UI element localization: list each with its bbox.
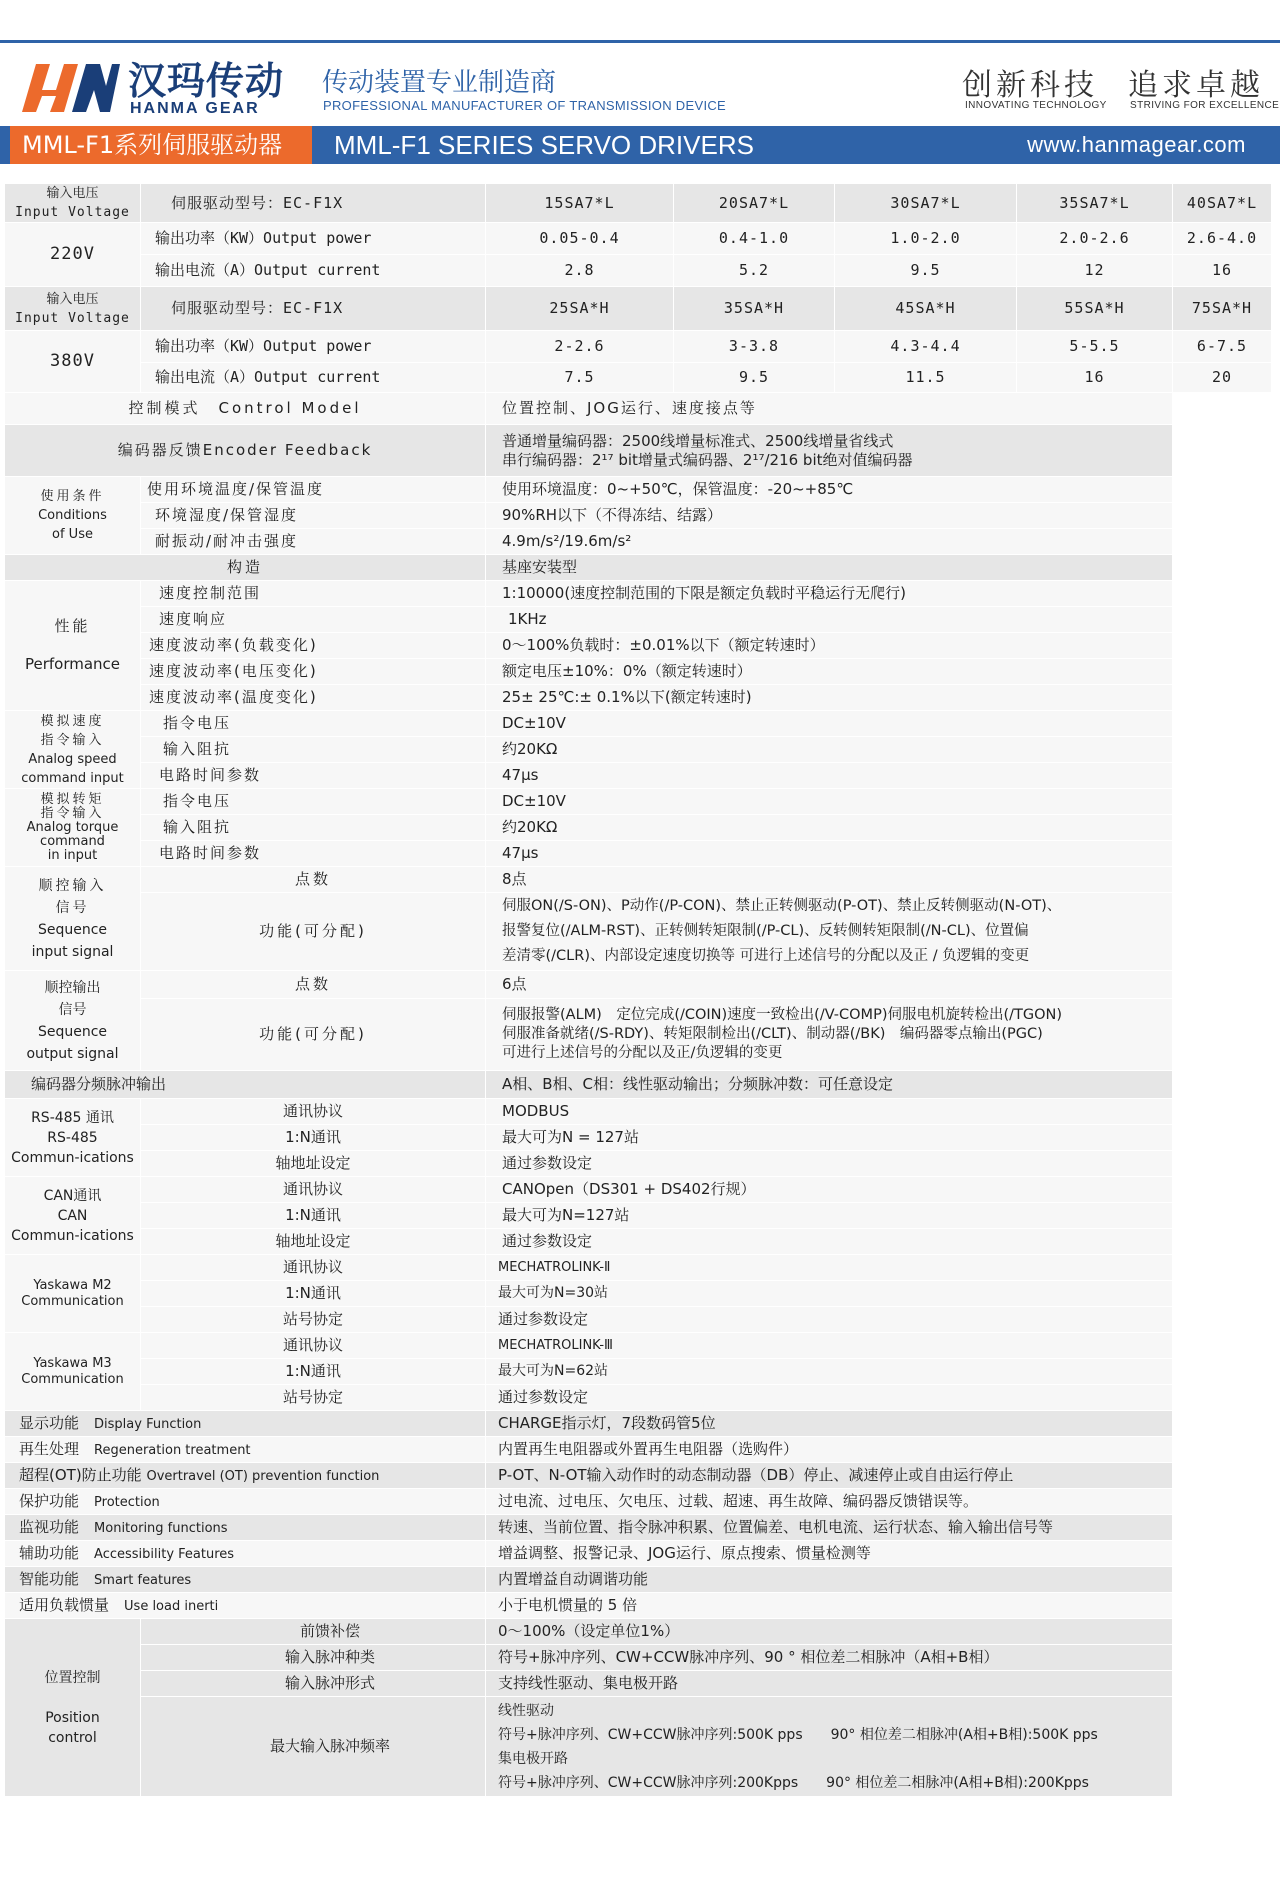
table-row: [5, 1125, 1272, 1151]
m3-value: MECHATROLINK-Ⅲ: [486, 1333, 1173, 1359]
table-row: [5, 1593, 1272, 1619]
condition-value: 4.9m/s²/19.6m/s²: [486, 529, 1173, 555]
seq-output-func: 伺服报警(ALM) 定位完成(/COIN)速度一致检出(/V-COMP)伺服电机旋转检出(/TGON) 伺服准备就绪(/S-RDY)、转矩限制检出(/CLT)、制动器(/BK) 编码器零点输出(PGC) 可进行上述信号的分配以及正/负逻辑的变更: [486, 999, 1173, 1071]
table-row: [5, 223, 1272, 255]
current-cell: 9.5: [674, 363, 835, 393]
condition-label: 耐振动/耐冲击强度: [141, 529, 486, 555]
table-row: [5, 529, 1272, 555]
position-label: 输入脉冲种类: [141, 1645, 486, 1671]
performance-label: 速度响应: [141, 607, 486, 633]
current-cell: 2.8: [486, 255, 674, 287]
conditions-group: 使用条件 Conditions of Use: [5, 477, 141, 555]
m2-label: 站号协定: [141, 1307, 486, 1333]
function-value: 内置再生电阻器或外置再生电阻器（选购件）: [486, 1437, 1173, 1463]
condition-label: 环境湿度/保管湿度: [141, 503, 486, 529]
table-row: [5, 841, 1272, 867]
encoder-value: 普通增量编码器：2500线增量标准式、2500线增量省线式 串行编码器：2¹⁷ bit增量式编码器、2¹⁷/216 bit绝对值编码器: [486, 425, 1173, 477]
table-row: [5, 1281, 1272, 1307]
position-value: 0～100%（设定单位1%）: [486, 1619, 1173, 1645]
model-cell: 30SA7*L: [835, 184, 1017, 223]
current-cell: 9.5: [835, 255, 1017, 287]
input-voltage-label: 输入电压 Input Voltage: [5, 287, 141, 331]
table-row: [5, 555, 1272, 581]
analog-speed-label: 输入阻抗: [141, 737, 486, 763]
power-cell: 2-2.6: [486, 331, 674, 363]
can-label: 1:N通讯: [141, 1203, 486, 1229]
top-accent-line: [0, 40, 1280, 43]
model-cell: 15SA7*L: [486, 184, 674, 223]
table-row: [5, 737, 1272, 763]
position-label: 前馈补偿: [141, 1619, 486, 1645]
performance-label: 速度波动率(负载变化): [141, 633, 486, 659]
rs485-label: 通讯协议: [141, 1099, 486, 1125]
analog-torque-group: 模拟转矩 指令输入 Analog torque command in input: [5, 789, 141, 867]
performance-group: 性能 Performance: [5, 581, 141, 711]
rs485-label: 1:N通讯: [141, 1125, 486, 1151]
function-label: 智能功能 Smart features: [5, 1567, 486, 1593]
power-cell: 1.0-2.0: [835, 223, 1017, 255]
performance-label: 速度控制范围: [141, 581, 486, 607]
function-label: 超程(OT)防止功能 Overtravel (OT) prevention function: [5, 1463, 486, 1489]
slogan-innovation-en: INNOVATING TECHNOLOGY: [965, 100, 1107, 111]
can-value: 通过参数设定: [486, 1229, 1173, 1255]
seq-output-count: 6点: [486, 971, 1173, 999]
seq-input-func: 伺服ON(/S-ON)、P动作(/P-CON)、禁止正转侧驱动(P-OT)、禁止反转侧驱动(N-OT)、 报警复位(/ALM-RST)、正转侧转矩限制(/P-CL)、反转侧转矩限制(/N-CL)、位置偏 差清零(/CLR)、内部设定速度切换等 可进行上述信号的分配以及正 / 负逻辑的变更: [486, 893, 1173, 971]
function-value: 过电流、过电压、欠电压、过载、超速、再生故障、编码器反馈错误等。: [486, 1489, 1173, 1515]
table-row: [5, 971, 1272, 999]
analog-torque-value: 47μs: [486, 841, 1173, 867]
model-cell: 40SA7*L: [1173, 184, 1272, 223]
power-cell: 2.6-4.0: [1173, 223, 1272, 255]
table-row: [5, 1645, 1272, 1671]
power-cell: 6-7.5: [1173, 331, 1272, 363]
analog-torque-value: 约20KΩ: [486, 815, 1173, 841]
page-header: [0, 46, 1280, 126]
current-cell: 20: [1173, 363, 1272, 393]
table-row: [5, 633, 1272, 659]
analog-speed-value: 47μs: [486, 763, 1173, 789]
seq-output-count-label: 点数: [141, 971, 486, 999]
power-label: 输出功率（KW）Output power: [141, 331, 486, 363]
condition-value: 使用环境温度：0~+50℃，保管温度：-20~+85℃: [486, 477, 1173, 503]
structure-label: 构造: [5, 555, 486, 581]
table-row: [5, 763, 1272, 789]
position-value: 符号+脉冲序列、CW+CCW脉冲序列、90 ° 相位差二相脉冲（A相+B相）: [486, 1645, 1173, 1671]
table-row: [5, 1541, 1272, 1567]
can-value: 最大可为N=127站: [486, 1203, 1173, 1229]
m3-label: 站号协定: [141, 1385, 486, 1411]
power-label: 输出功率（KW）Output power: [141, 223, 486, 255]
can-label: 通讯协议: [141, 1177, 486, 1203]
slogan-excellence-en: STRIVING FOR EXCELLENCE: [1130, 100, 1280, 111]
table-row: [5, 1359, 1272, 1385]
table-row: [5, 581, 1272, 607]
current-cell: 7.5: [486, 363, 674, 393]
analog-speed-label: 指令电压: [141, 711, 486, 737]
performance-value: 1:10000(速度控制范围的下限是额定负载时平稳运行无爬行): [486, 581, 1173, 607]
can-label: 轴地址设定: [141, 1229, 486, 1255]
function-label: 再生处理 Regeneration treatment: [5, 1437, 486, 1463]
title-bar: [0, 126, 1280, 164]
control-model-label: 控制模式 Control Model: [5, 393, 486, 425]
m2-label: 通讯协议: [141, 1255, 486, 1281]
table-row: [5, 1385, 1272, 1411]
table-row: [5, 867, 1272, 893]
power-cell: 0.4-1.0: [674, 223, 835, 255]
function-value: 增益调整、报警记录、JOG运行、原点搜索、惯量检测等: [486, 1541, 1173, 1567]
function-value: 内置增益自动调谐功能: [486, 1567, 1173, 1593]
m2-value: 最大可为N=30站: [486, 1281, 1173, 1307]
table-row: [5, 1463, 1272, 1489]
seq-input-func-label: 功能(可分配): [141, 893, 486, 971]
voltage-220: 220V: [5, 223, 141, 287]
seq-input-group: 顺控输入 信号 Sequence input signal: [5, 867, 141, 971]
performance-value: 0～100%负载时：±0.01%以下（额定转速时）: [486, 633, 1173, 659]
model-cell: 45SA*H: [835, 287, 1017, 331]
tagline-en: PROFESSIONAL MANUFACTURER OF TRANSMISSION DEVICE: [323, 98, 727, 113]
table-row: [5, 893, 1272, 971]
table-row: [5, 1437, 1272, 1463]
analog-speed-group: 模拟速度 指令输入 Analog speed command input: [5, 711, 141, 789]
function-value: 小于电机惯量的 5 倍: [486, 1593, 1173, 1619]
spec-table: [4, 183, 1272, 1797]
table-row: [5, 711, 1272, 737]
control-model-value: 位置控制、JOG运行、速度接点等: [486, 393, 1173, 425]
table-row: [5, 659, 1272, 685]
table-row: [5, 287, 1272, 331]
analog-torque-label: 输入阻抗: [141, 815, 486, 841]
model-cell: 25SA*H: [486, 287, 674, 331]
table-row: [5, 815, 1272, 841]
table-row: [5, 1203, 1272, 1229]
function-label: 适用负载惯量 Use load inerti: [5, 1593, 486, 1619]
encoder-label: 编码器反馈Encoder Feedback: [5, 425, 486, 477]
encoder-div-label: 编码器分频脉冲输出: [5, 1071, 486, 1099]
current-cell: 11.5: [835, 363, 1017, 393]
tagline-cn: 传动装置专业制造商: [322, 68, 557, 98]
model-label: 伺服驱动型号：EC-F1X: [141, 287, 486, 331]
position-label: 输入脉冲形式: [141, 1671, 486, 1697]
position-value: 支持线性驱动、集电极开路: [486, 1671, 1173, 1697]
slogan-excellence: 追求卓越: [1128, 68, 1264, 103]
function-label: 显示功能 Display Function: [5, 1411, 486, 1437]
table-row: [5, 1255, 1272, 1281]
function-label: 监视功能 Monitoring functions: [5, 1515, 486, 1541]
table-row: [5, 685, 1272, 711]
seq-output-func-label: 功能(可分配): [141, 999, 486, 1071]
brand-name-cn: 汉玛传动: [128, 59, 285, 103]
model-cell: 75SA*H: [1173, 287, 1272, 331]
performance-value: 额定电压±10%：0%（额定转速时）: [486, 659, 1173, 685]
table-row: [5, 503, 1272, 529]
rs485-value: 通过参数设定: [486, 1151, 1173, 1177]
m2-label: 1:N通讯: [141, 1281, 486, 1307]
model-label: 伺服驱动型号：EC-F1X: [141, 184, 486, 223]
table-row: [5, 1411, 1272, 1437]
function-value: CHARGE指示灯，7段数码管5位: [486, 1411, 1173, 1437]
analog-torque-label: 指令电压: [141, 789, 486, 815]
current-cell: 5.2: [674, 255, 835, 287]
current-cell: 16: [1017, 363, 1173, 393]
can-value: CANOpen（DS301 + DS402行规）: [486, 1177, 1173, 1203]
m3-value: 最大可为N=62站: [486, 1359, 1173, 1385]
position-freq-label: 最大输入脉冲频率: [141, 1697, 486, 1797]
current-cell: 12: [1017, 255, 1173, 287]
function-label: 保护功能 Protection: [5, 1489, 486, 1515]
table-row: [5, 1515, 1272, 1541]
model-cell: 35SA*H: [674, 287, 835, 331]
table-row: [5, 1619, 1272, 1645]
function-label: 辅助功能 Accessibility Features: [5, 1541, 486, 1567]
table-row: [5, 477, 1272, 503]
voltage-380: 380V: [5, 331, 141, 393]
power-cell: 0.05-0.4: [486, 223, 674, 255]
seq-input-count: 8点: [486, 867, 1173, 893]
table-row: [5, 999, 1272, 1071]
table-row: [5, 1229, 1272, 1255]
function-value: P-OT、N-OT输入动作时的动态制动器（DB）停止、减速停止或自由运行停止: [486, 1463, 1173, 1489]
m2-value: 通过参数设定: [486, 1307, 1173, 1333]
power-cell: 5-5.5: [1017, 331, 1173, 363]
performance-value: 1KHz: [486, 607, 1173, 633]
analog-torque-value: DC±10V: [486, 789, 1173, 815]
power-cell: 2.0-2.6: [1017, 223, 1173, 255]
encoder-div-value: A相、B相、C相：线性驱动输出；分频脉冲数：可任意设定: [486, 1071, 1173, 1099]
table-row: [5, 184, 1272, 223]
analog-torque-label: 电路时间参数: [141, 841, 486, 867]
model-cell: 35SA7*L: [1017, 184, 1173, 223]
rs485-group: RS-485 通讯 RS-485 Commun-ications: [5, 1099, 141, 1177]
can-group: CAN通讯 CAN Commun-ications: [5, 1177, 141, 1255]
performance-value: 25± 25℃:± 0.1%以下(额定转速时): [486, 685, 1173, 711]
input-voltage-label: 输入电压 Input Voltage: [5, 184, 141, 223]
current-cell: 16: [1173, 255, 1272, 287]
position-group: 位置控制 Position control: [5, 1619, 141, 1797]
table-row: [5, 255, 1272, 287]
slogan-innovation: 创新科技: [962, 68, 1098, 103]
seq-output-group: 顺控输出 信号 Sequence output signal: [5, 971, 141, 1071]
m3-value: 通过参数设定: [486, 1385, 1173, 1411]
table-row: [5, 607, 1272, 633]
power-cell: 3-3.8: [674, 331, 835, 363]
condition-value: 90%RH以下（不得冻结、结露）: [486, 503, 1173, 529]
rs485-label: 轴地址设定: [141, 1151, 486, 1177]
m3-group: Yaskawa M3 Communication: [5, 1333, 141, 1411]
performance-label: 速度波动率(温度变化): [141, 685, 486, 711]
brand-name-en: HANMA GEAR: [130, 100, 260, 117]
analog-speed-value: 约20KΩ: [486, 737, 1173, 763]
model-cell: 20SA7*L: [674, 184, 835, 223]
table-row: [5, 1307, 1272, 1333]
hanma-logo-icon: [22, 60, 120, 112]
table-row: [5, 1697, 1272, 1797]
table-row: [5, 331, 1272, 363]
table-row: [5, 1177, 1272, 1203]
series-title-en: MML-F1 SERIES SERVO DRIVERS: [334, 130, 754, 160]
website-link[interactable]: www.hanmagear.com: [1027, 132, 1246, 157]
rs485-value: MODBUS: [486, 1099, 1173, 1125]
structure-value: 基座安装型: [486, 555, 1173, 581]
table-row: [5, 393, 1272, 425]
m3-label: 1:N通讯: [141, 1359, 486, 1385]
m2-value: MECHATROLINK-Ⅱ: [486, 1255, 1173, 1281]
current-label: 输出电流（A）Output current: [141, 363, 486, 393]
analog-speed-value: DC±10V: [486, 711, 1173, 737]
function-value: 转速、当前位置、指令脉冲积累、位置偏差、电机电流、运行状态、输入输出信号等: [486, 1515, 1173, 1541]
table-row: [5, 1099, 1272, 1125]
table-row: [5, 425, 1272, 477]
current-label: 输出电流（A）Output current: [141, 255, 486, 287]
seq-input-count-label: 点数: [141, 867, 486, 893]
table-row: [5, 1151, 1272, 1177]
table-row: [5, 789, 1272, 815]
power-cell: 4.3-4.4: [835, 331, 1017, 363]
rs485-value: 最大可为N = 127站: [486, 1125, 1173, 1151]
condition-label: 使用环境温度/保管温度: [141, 477, 486, 503]
table-row: [5, 363, 1272, 393]
m2-group: Yaskawa M2 Communication: [5, 1255, 141, 1333]
analog-speed-label: 电路时间参数: [141, 763, 486, 789]
position-freq-value: 线性驱动 符号+脉冲序列、CW+CCW脉冲序列:500K pps 90° 相位差二相脉冲(A相+B相):500K pps 集电极开路 符号+脉冲序列、CW+CCW脉冲序列:200Kpps 90° 相位差二相脉冲(A相+B相):200Kpps: [486, 1697, 1173, 1797]
series-title-cn: MML-F1系列伺服驱动器: [22, 131, 283, 159]
table-row: [5, 1489, 1272, 1515]
table-row: [5, 1671, 1272, 1697]
performance-label: 速度波动率(电压变化): [141, 659, 486, 685]
m3-label: 通讯协议: [141, 1333, 486, 1359]
table-row: [5, 1567, 1272, 1593]
table-row: [5, 1333, 1272, 1359]
model-cell: 55SA*H: [1017, 287, 1173, 331]
table-row: [5, 1071, 1272, 1099]
